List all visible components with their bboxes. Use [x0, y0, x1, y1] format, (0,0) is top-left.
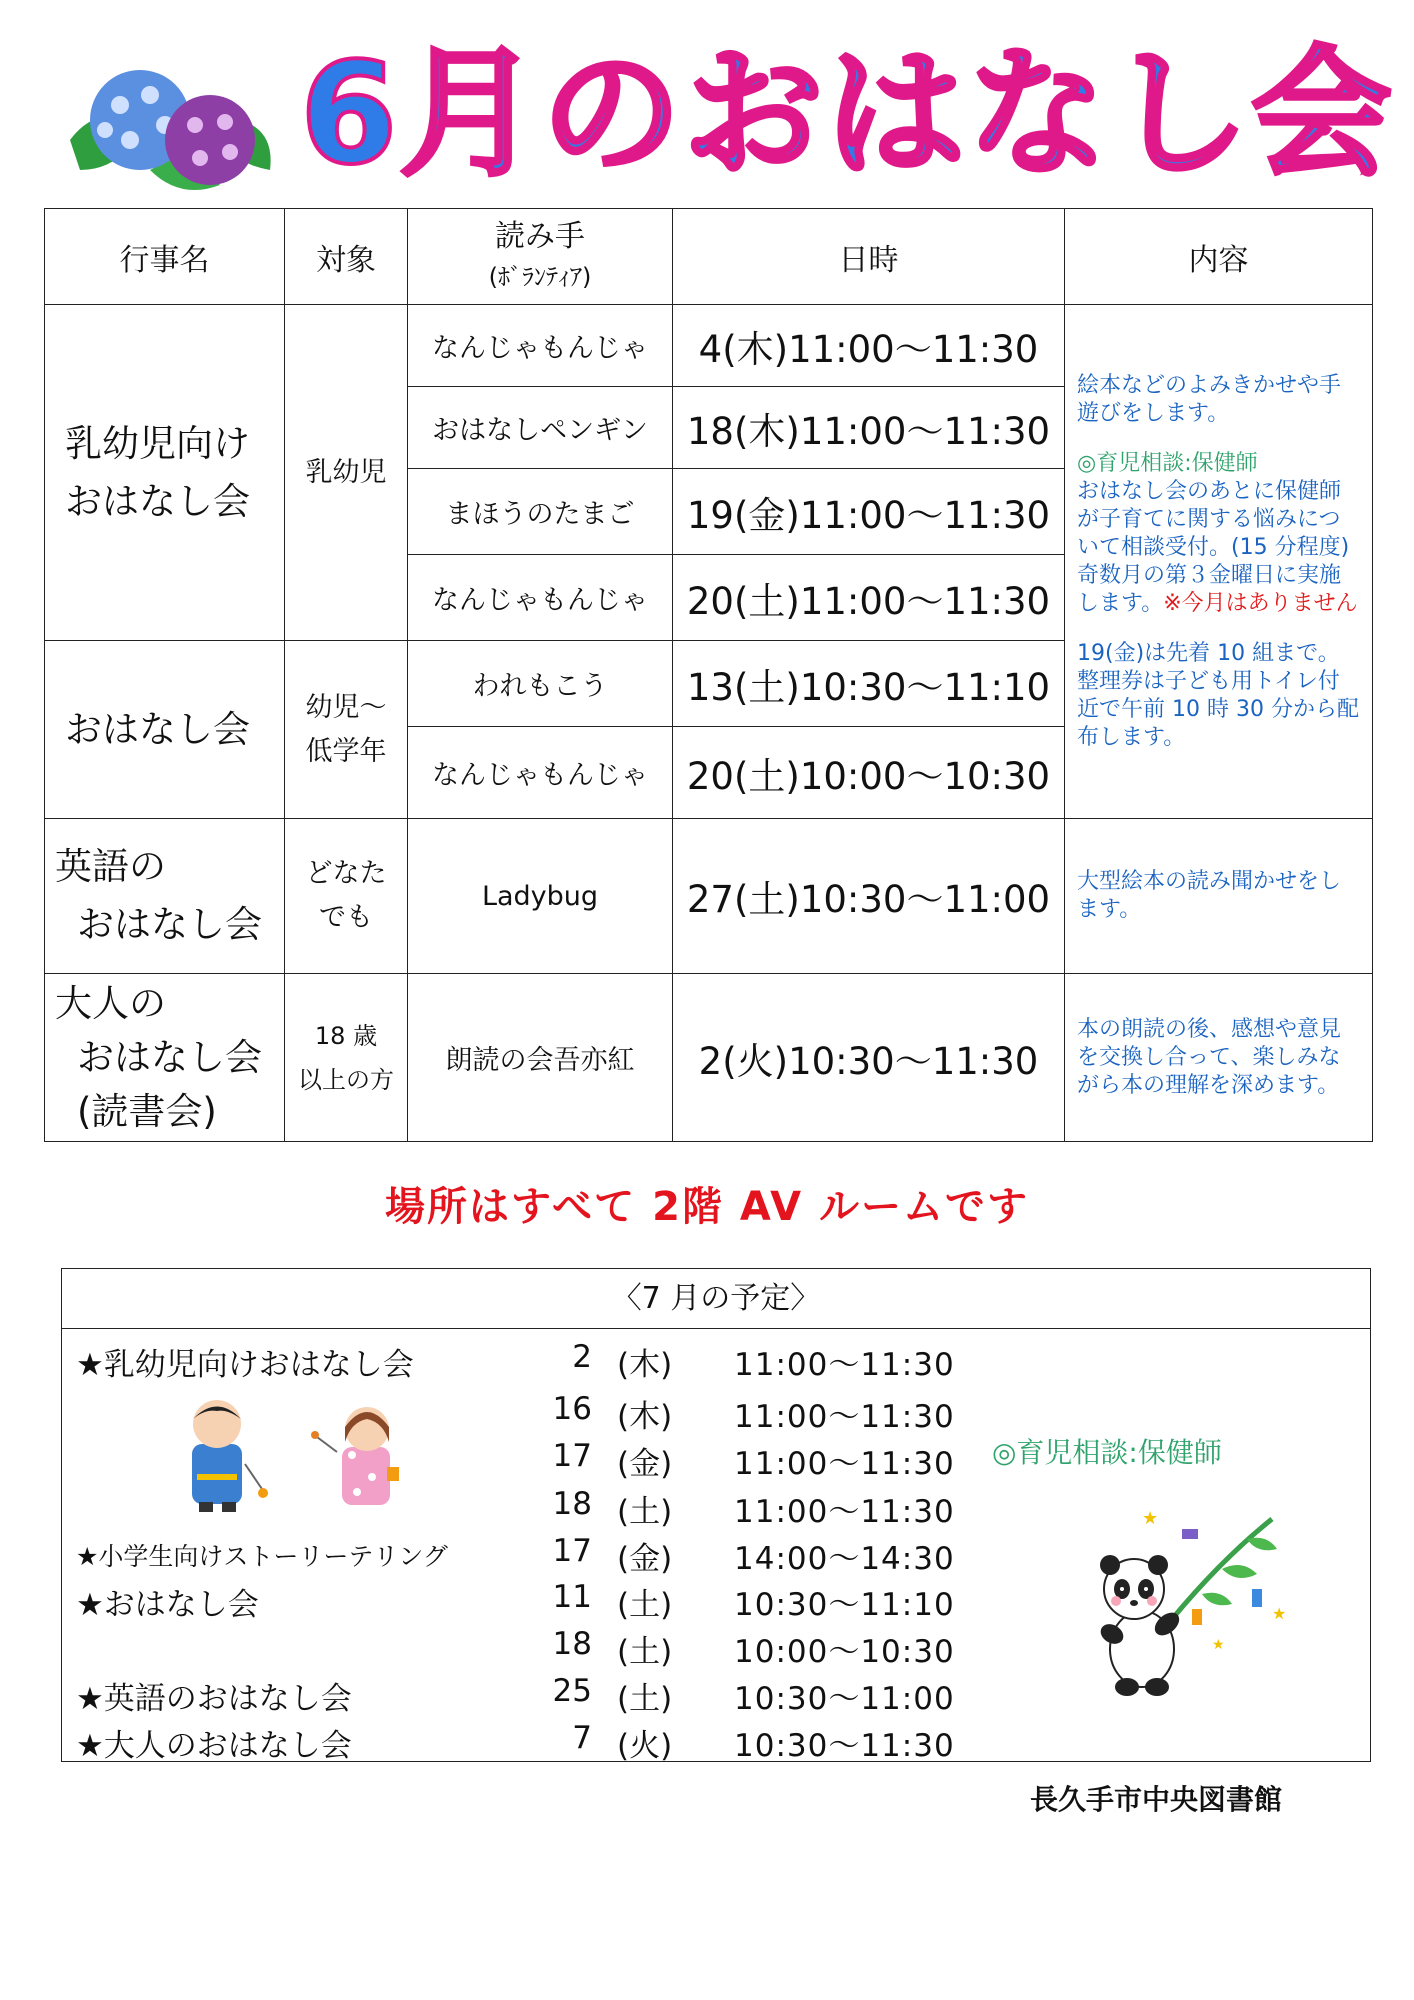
- table-row: [45, 305, 1373, 387]
- target-adult-line1: 18 歳: [314, 1021, 378, 1050]
- content-infant-story: [1065, 305, 1373, 819]
- content-p3: 19(金)は先着 10 組まで。整理券は子ども用トイレ付近で午前 10 時 30 分から配布します。: [1077, 640, 1359, 750]
- event-story: おはなし会: [45, 641, 285, 819]
- header-reader: [408, 209, 673, 305]
- content-consult-text: おはなし会のあとに保健師が子育てに関する悩みについて相談受付。(15 分程度)奇数月の第３金曜日に実施します。: [1077, 478, 1350, 616]
- header-event: 行事名: [45, 209, 285, 305]
- date-cell: 13(土)10:30～11:10: [673, 641, 1065, 727]
- reader-cell: われもこう: [408, 641, 673, 727]
- table-row: [45, 819, 1373, 974]
- girl-yukata-illustration: [307, 1397, 417, 1517]
- page-title: 6月のおはなし会: [300, 33, 1394, 196]
- july-dow: (木): [617, 1347, 673, 1383]
- july-time: 10:30～11:10: [734, 1587, 955, 1623]
- table-header-row: [45, 209, 1373, 305]
- july-time: 10:00～10:30: [734, 1634, 955, 1670]
- header: [0, 0, 1414, 200]
- july-day: 11: [552, 1579, 592, 1615]
- reader-cell: なんじゃもんじゃ: [408, 305, 673, 387]
- july-time: 11:00～11:30: [734, 1347, 955, 1383]
- july-time: 11:00～11:30: [734, 1494, 955, 1530]
- target-story-line2: 低学年: [305, 735, 387, 767]
- content-consult-title: ◎育児相談:保健師: [1077, 450, 1258, 476]
- header-reader-sub: (ﾎﾞﾗﾝﾃｨｱ): [488, 262, 592, 291]
- target-english-line1: どなた: [305, 858, 387, 889]
- reader-cell: おはなしペンギン: [408, 387, 673, 469]
- hydrangea-illustration: [60, 60, 280, 200]
- july-day: 17: [552, 1533, 592, 1569]
- july-time: 11:00～11:30: [734, 1399, 955, 1435]
- date-cell: 20(土)10:00～10:30: [673, 727, 1065, 819]
- july-day: 18: [552, 1626, 592, 1662]
- july-event: ★大人のおはなし会: [76, 1728, 352, 1764]
- july-event: ★乳幼児向けおはなし会: [76, 1347, 414, 1383]
- july-event: ★おはなし会: [76, 1587, 259, 1623]
- july-time: 14:00～14:30: [734, 1541, 955, 1577]
- content-english: 大型絵本の読み聞かせをします。: [1065, 819, 1373, 974]
- july-time: 11:00～11:30: [734, 1446, 955, 1482]
- svg-text:★: ★: [1142, 1508, 1159, 1529]
- target-adult: [285, 974, 408, 1142]
- library-name: 長久手市中央図書館: [1030, 1783, 1283, 1816]
- panda-tanabata-illustration: [1072, 1499, 1302, 1699]
- july-dow: (土): [617, 1634, 673, 1670]
- july-dow: (土): [617, 1681, 673, 1717]
- header-datetime: 日時: [673, 209, 1065, 305]
- event-adult-line3: (読書会): [77, 1089, 217, 1133]
- svg-text:★: ★: [1272, 1604, 1287, 1623]
- july-event: ★小学生向けストーリーテリング: [76, 1542, 448, 1571]
- july-dow: (火): [617, 1728, 673, 1764]
- content-adult: 本の朗読の後、感想や意見を交換し合って、楽しみながら本の理解を深めます。: [1065, 974, 1373, 1142]
- july-time: 10:30～11:00: [734, 1681, 955, 1717]
- date-cell: 2(火)10:30～11:30: [673, 974, 1065, 1142]
- reader-cell: なんじゃもんじゃ: [408, 727, 673, 819]
- july-time: 10:30～11:30: [734, 1728, 955, 1764]
- july-day: 18: [552, 1486, 592, 1522]
- july-schedule: [61, 1268, 1371, 1762]
- date-cell: 18(木)11:00～11:30: [673, 387, 1065, 469]
- event-infant-line1: 乳幼児向け: [65, 421, 250, 465]
- target-story: [285, 641, 408, 819]
- boy-yukata-illustration: [167, 1389, 277, 1519]
- july-dow: (土): [617, 1494, 673, 1530]
- date-cell: 20(土)11:00～11:30: [673, 555, 1065, 641]
- date-cell: 19(金)11:00～11:30: [673, 469, 1065, 555]
- event-infant: [45, 305, 285, 641]
- svg-text:★: ★: [1212, 1637, 1225, 1653]
- target-story-line1: 幼児～: [305, 691, 387, 723]
- content-consult-body: [1077, 478, 1360, 618]
- july-dow: (金): [617, 1541, 673, 1577]
- june-schedule-table: [44, 208, 1373, 1142]
- july-day: 7: [572, 1720, 592, 1756]
- content-consult-warning: ※今月はありません: [1163, 590, 1358, 616]
- event-infant-line2: おはなし会: [65, 479, 250, 523]
- reader-cell: Ladybug: [408, 819, 673, 974]
- reader-cell: なんじゃもんじゃ: [408, 555, 673, 641]
- reader-cell: まほうのたまご: [408, 469, 673, 555]
- date-cell: 27(土)10:30～11:00: [673, 819, 1065, 974]
- target-adult-line2: 以上の方: [298, 1065, 394, 1094]
- july-dow: (木): [617, 1399, 673, 1435]
- event-adult: [45, 974, 285, 1142]
- target-english-line2: でも: [319, 902, 373, 933]
- target-english: [285, 819, 408, 974]
- event-adult-line2: おはなし会: [77, 1035, 262, 1079]
- reader-cell: 朗読の会吾亦紅: [408, 974, 673, 1142]
- july-dow: (金): [617, 1446, 673, 1482]
- july-title: 〈7 月の予定〉: [62, 1269, 1370, 1329]
- content-p1: 絵本などのよみきかせや手遊びをします。: [1077, 372, 1342, 426]
- location-notice: 場所はすべて 2階 AV ルームです: [384, 1184, 1029, 1230]
- header-content: 内容: [1065, 209, 1373, 305]
- target-infant: 乳幼児: [285, 305, 408, 641]
- july-dow: (土): [617, 1587, 673, 1623]
- july-consult-note: ◎育児相談:保健師: [992, 1436, 1222, 1469]
- july-day: 2: [572, 1339, 592, 1375]
- table-row: [45, 974, 1373, 1142]
- date-cell: 4(木)11:00～11:30: [673, 305, 1065, 387]
- july-event: ★英語のおはなし会: [76, 1681, 352, 1717]
- header-target: 対象: [285, 209, 408, 305]
- july-day: 25: [552, 1673, 592, 1709]
- event-english-line1: 英語の: [55, 845, 166, 888]
- july-day: 17: [552, 1438, 592, 1474]
- event-english: [45, 819, 285, 974]
- event-adult-line1: 大人の: [55, 981, 166, 1025]
- event-english-line2: おはなし会: [77, 903, 262, 946]
- header-reader-label: 読み手: [495, 218, 585, 254]
- july-day: 16: [552, 1391, 592, 1427]
